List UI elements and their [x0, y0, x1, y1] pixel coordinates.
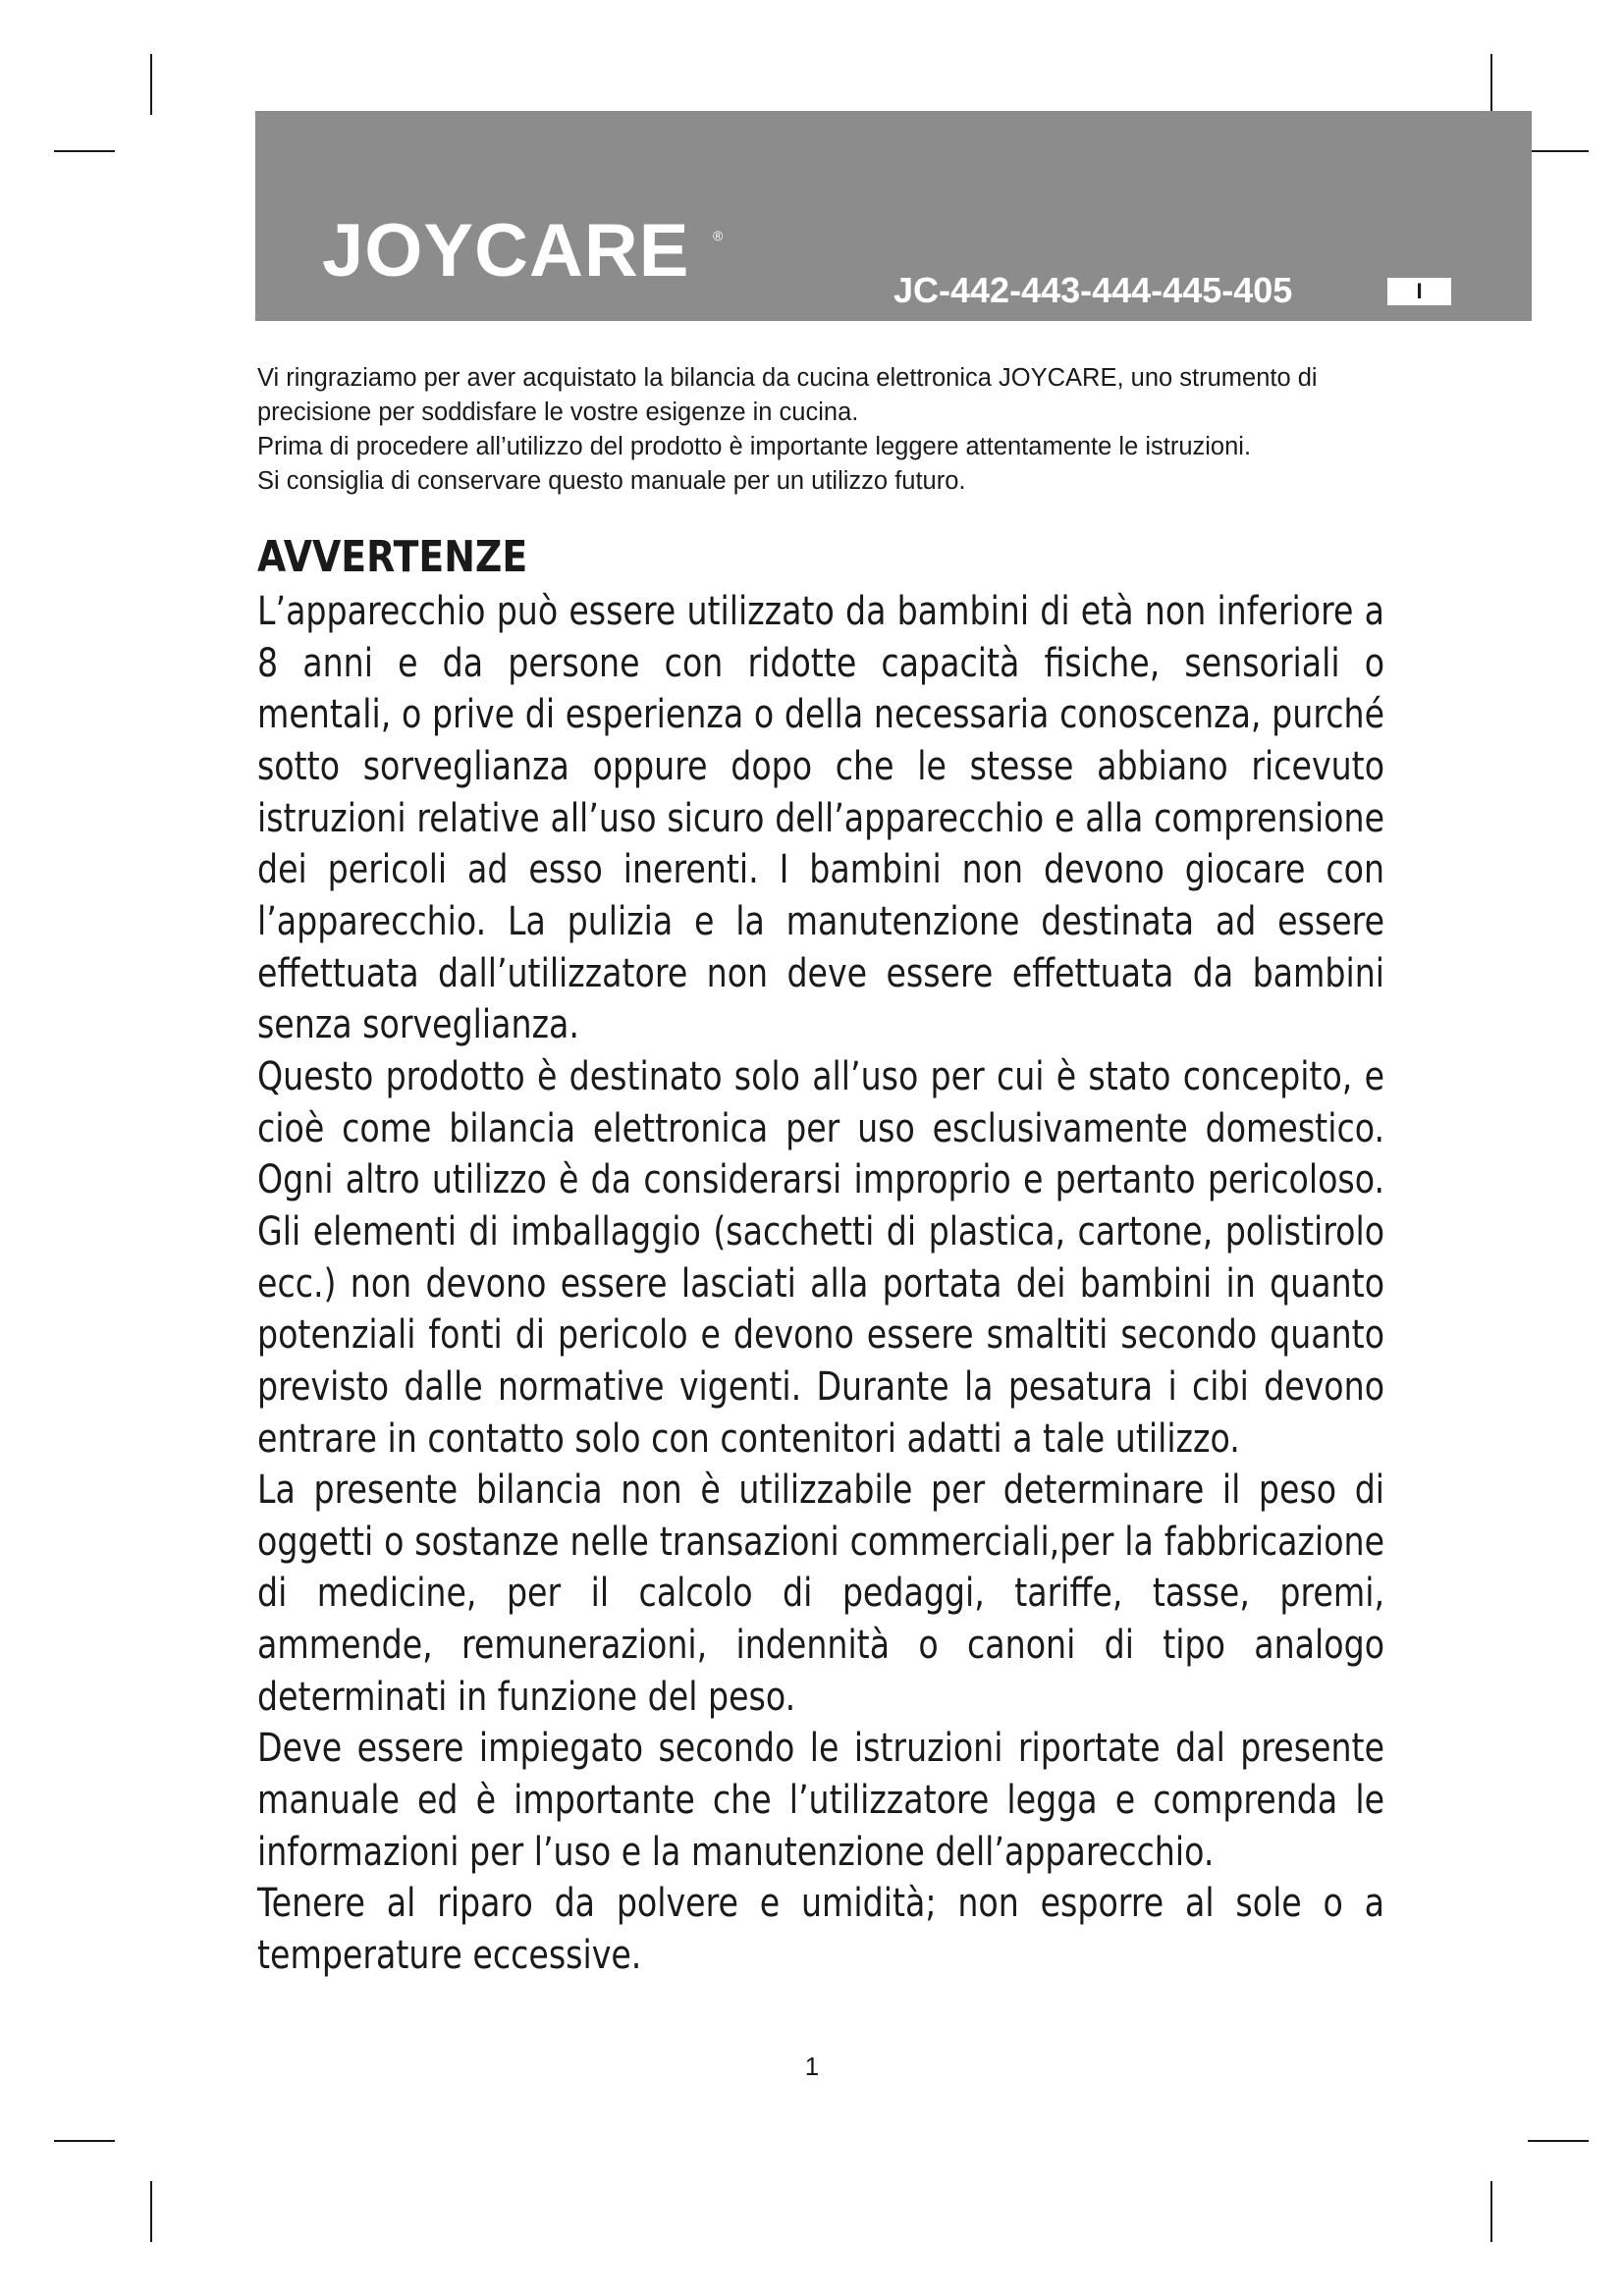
crop-mark: [1490, 54, 1492, 115]
crop-mark: [150, 54, 152, 115]
crop-mark: [150, 2181, 152, 2242]
registered-mark: ®: [713, 228, 724, 243]
intro-paragraph: Prima di procedere all’utilizzo del prodotto è importante leggere attentamente le istruzioni.: [257, 433, 1252, 460]
crop-mark: [1528, 150, 1589, 152]
intro-paragraph: Si consiglia di conservare questo manuale per un utilizzo futuro.: [257, 467, 966, 495]
intro-paragraph: Vi ringraziamo per aver acquistato la bilancia da cucina elettronica JOYCARE, uno strumento di precisione per soddisfare le vostre esigenze in cucina.: [257, 364, 1318, 426]
intro-text: [257, 361, 1386, 499]
model-code: JC-442-443-444-445-405: [893, 270, 1293, 310]
language-badge: I: [1387, 278, 1451, 305]
crop-mark: [54, 2140, 115, 2142]
crop-mark: [1490, 2181, 1492, 2242]
warning-paragraph: Questo prodotto è destinato solo all’uso per cui è stato concepito, e cioè come bilancia elettronica per uso esclusivamente domestico. Ogni altro utilizzo è da considerarsi improprio e pertanto pericoloso. Gli elementi di imballaggio (sacchetti di plastica, cartone, polistirolo ecc.) non devono essere lasciati alla portata dei bambini in quanto potenziali fonti di pericolo e devono essere smaltiti secondo quanto previsto dalle normative vigenti. Durante la pesatura i cibi devono entrare in contatto solo con contenitori adatti a tale utilizzo.: [257, 1053, 1385, 1462]
brand-logo: JOYCARE: [322, 209, 690, 293]
warning-paragraph: Tenere al riparo da polvere e umidità; non esporre al sole o a temperature eccessive.: [257, 1881, 1385, 1979]
warning-paragraph: L’apparecchio può essere utilizzato da bambini di età non inferiore a 8 anni e da persone con ridotte capacità fisiche, sensoriali o mentali, o prive di esperienza o della necessaria conoscenza, purché sotto sorveglianza oppure dopo che le stesse abbiano ricevuto istruzioni relative all’uso sicuro dell’apparecchio e alla comprensione dei pericoli ad esso inerenti. I bambini non devono giocare con l’apparecchio. La pulizia e la manutenzione destinata ad essere effettuata dall’utilizzatore non deve essere effettuata da bambini senza sorveglianza.: [257, 589, 1385, 1048]
crop-mark: [1528, 2140, 1589, 2142]
page-number: 1: [804, 2052, 820, 2081]
warning-paragraph: La presente bilancia non è utilizzabile per determinare il peso di oggetti o sostanze nelle transazioni commerciali,per la fabbricazione di medicine, per il calcolo di pedaggi, tariffe, tasse, premi, ammende, remunerazioni, indennità o canoni di tipo analogo determinati in funzione del peso.: [257, 1468, 1385, 1720]
warning-paragraph: Deve essere impiegato secondo le istruzioni riportate dal presente manuale ed è importante che l’utilizzatore legga e comprenda le informazioni per l’uso e la manutenzione dell’apparecchio.: [257, 1726, 1385, 1875]
crop-mark: [54, 150, 115, 152]
section-title: AVVERTENZE: [257, 532, 528, 582]
warnings-body: [257, 586, 1384, 1982]
